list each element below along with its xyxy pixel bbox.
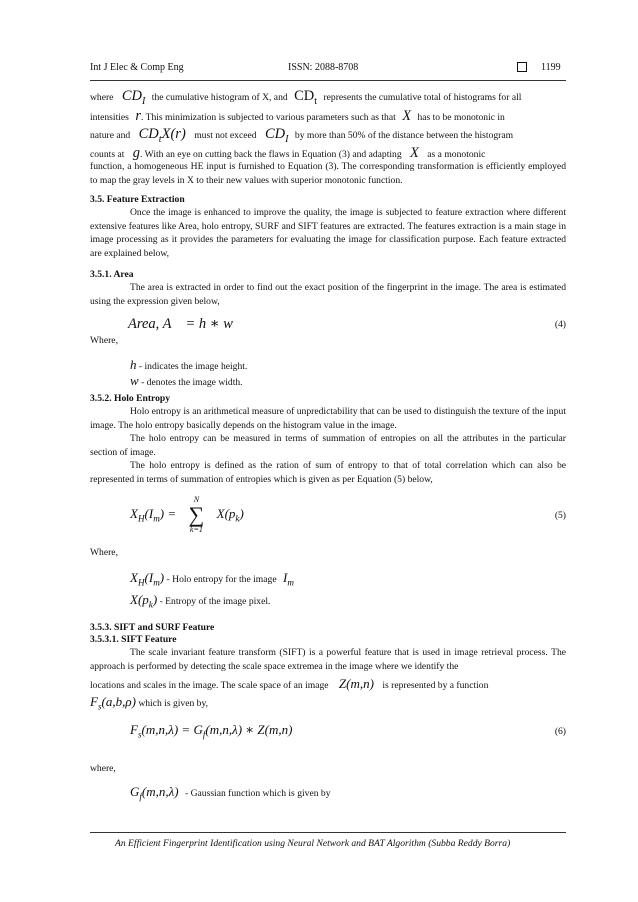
where-label-3: where, bbox=[90, 763, 116, 774]
journal-name: Int J Elec & Comp Eng bbox=[90, 62, 184, 73]
section-3-5-2-p1: Holo entropy is an arithmetical measure of unpredictability that can be used to distinguish the texture of the input image. The holo entropy basically depends on the histogram value in the image. bbox=[90, 406, 566, 431]
equation-6: $F_s(m,n,\lambda) = G_f(m,n,\lambda)$ ∗ Z(m,n) bbox=[130, 722, 293, 740]
intro-rest: function, a homogeneous HE input is furnished to Equation (3). The corresponding transformation is efficiently employed to map the gray levels in X to their new values with superior monotonic function. bbox=[90, 161, 566, 186]
sift-line-3: locations and scales in the image. The scale space of an image Z(m,n) is represented by a function bbox=[90, 676, 489, 691]
definition-h: h - indicates the image height. bbox=[130, 357, 248, 372]
section-3-5-3-heading: 3.5.3. SIFT and SURF Feature bbox=[90, 622, 215, 633]
intro-line-3: nature and $CD_tX(r)$ must not exceed $CD_I$ by more than 50% of the distance between the histogram bbox=[90, 126, 514, 145]
section-3-5-3-1-body: The scale invariant feature transform (SIFT) is a powerful feature that is used in image retrieval process. The approach is performed by detecting the scale space extremea in the image where we identify the bbox=[90, 647, 566, 672]
section-3-5-body: Once the image is enhanced to improve the quality, the image is subjected to feature extraction where different extensive features like Area, holo entropy, SURF and SIFT features are extracted. The features extraction is a main stage in image processing as it provides the parameters for evaluating the image for classification purpose. Each feature extracted are explained below, bbox=[90, 207, 566, 259]
equation-5: $X_H(I_m)$ = N ∑ k=1 $X(p_k)$ bbox=[130, 495, 244, 534]
footer-rule bbox=[90, 832, 566, 833]
page-number: 1199 bbox=[541, 62, 561, 73]
section-3-5-2-p2: The holo entropy can be measured in terms of summation of entropies on all the attributes in the particular section of image. bbox=[90, 433, 566, 458]
section-3-5-2-heading: 3.5.2. Holo Entropy bbox=[90, 393, 171, 404]
section-3-5-heading: 3.5. Feature Extraction bbox=[90, 194, 185, 205]
definition-holo-entropy: $X_H(I_m)$ - Holo entropy for the image $I_m$ bbox=[130, 570, 294, 588]
sift-line-4: $F_s(a,b,\rho)$ which is given by, bbox=[90, 694, 209, 712]
where-label-1: Where, bbox=[90, 335, 118, 346]
header-box-icon bbox=[517, 62, 527, 74]
section-3-5-2-p3: The holo entropy is defined as the ration of sum of entropy to that of total correlation which can also be represented in terms of summation of entropies which is given as per Equation (5) below, bbox=[90, 460, 566, 485]
intro-line-1: where $CD_I$ the cumulative histogram of X, and $CD_t$ represents the cumulative total of histograms for all bbox=[90, 88, 522, 107]
running-title: An Efficient Fingerprint Identification using Neural Network and BAT Algorithm (Subba Reddy Borra) bbox=[115, 838, 511, 849]
equation-5-number: (5) bbox=[554, 510, 566, 521]
header-rule bbox=[90, 80, 566, 81]
intro-line-2: intensities r. This minimization is subjected to various parameters such as that X has to be monotonic in bbox=[90, 108, 505, 124]
section-3-5-1-body: The area is extracted in order to find out the exact position of the fingerprint in the image. The area is estimated using the expression given below, bbox=[90, 282, 566, 307]
definition-w: w - denotes the image width. bbox=[130, 373, 243, 388]
section-3-5-1-heading: 3.5.1. Area bbox=[90, 269, 134, 280]
section-3-5-3-1-heading: 3.5.3.1. SIFT Feature bbox=[90, 634, 177, 645]
equation-6-number: (6) bbox=[554, 726, 566, 737]
where-label-2: Where, bbox=[90, 547, 118, 558]
equation-4: Area, A = h ∗ w bbox=[128, 316, 233, 332]
equation-4-number: (4) bbox=[554, 319, 566, 330]
issn: ISSN: 2088-8708 bbox=[288, 62, 359, 73]
intro-line-4: counts at g. With an eye on cutting back the flaws in Equation (3) and adapting X as a monotonic bbox=[90, 145, 486, 161]
definition-pixel-entropy: $X(p_k)$ - Entropy of the image pixel. bbox=[130, 592, 271, 610]
definition-gaussian: $G_f(m,n,\lambda)$ - Gaussian function which is given by bbox=[130, 784, 331, 802]
